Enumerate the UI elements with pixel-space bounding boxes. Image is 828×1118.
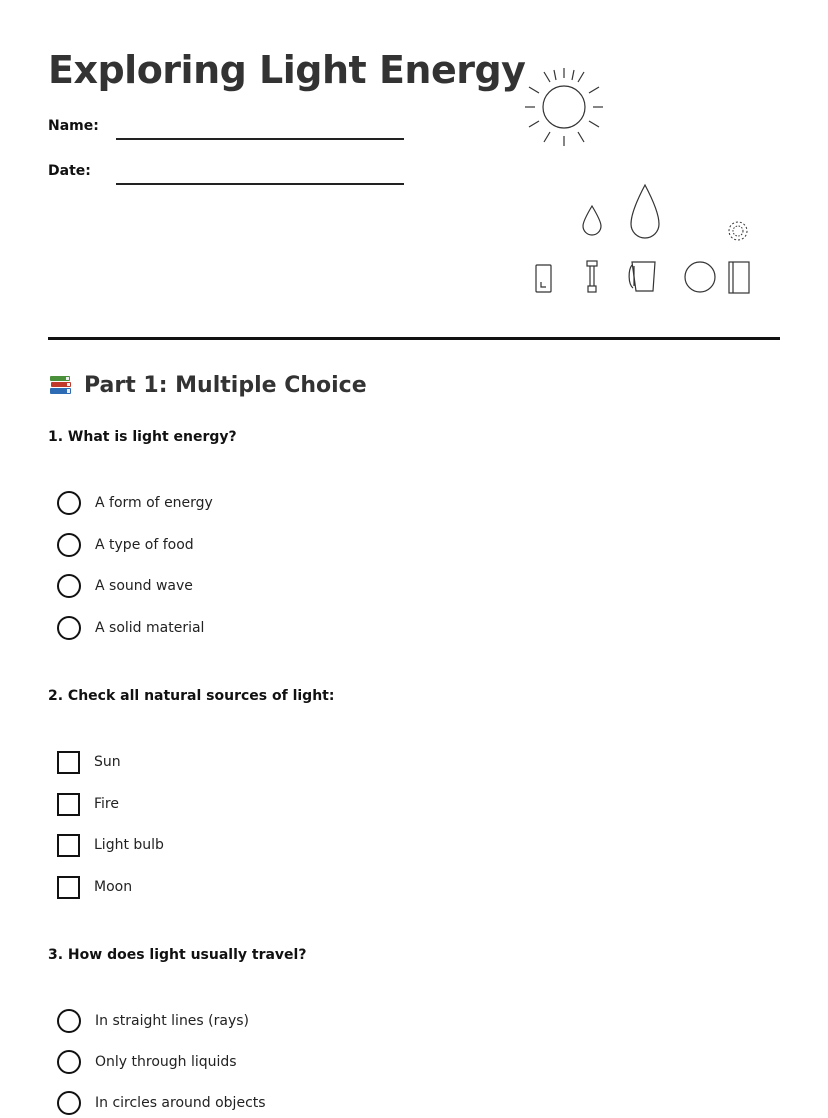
option-label: Fire [94,796,119,812]
option-label: A form of energy [95,495,213,511]
firework-icon [729,222,747,240]
checkbox[interactable] [57,876,80,899]
radio-button[interactable] [57,574,81,598]
flashlight-icon [587,261,597,292]
q1-option-1[interactable] [57,491,213,515]
page-title: Exploring Light Energy [48,48,526,92]
q1-option-4[interactable] [57,616,204,640]
q3-option-1[interactable] [57,1009,249,1033]
radio-button[interactable] [57,1091,81,1115]
q3-option-3[interactable] [57,1091,266,1115]
radio-button[interactable] [57,1009,81,1033]
q1-option-3[interactable] [57,574,193,598]
checkbox[interactable] [57,751,80,774]
option-label: In straight lines (rays) [95,1013,250,1029]
question-2: 2. Check all natural sources of light: [48,688,335,704]
light-sources-illustration [520,60,790,310]
q2-option-3[interactable] [57,833,164,857]
name-field[interactable] [116,138,404,140]
q2-option-1[interactable] [57,750,121,774]
option-label: A sound wave [95,578,193,594]
question-1: 1. What is light energy? [48,429,237,445]
date-label: Date: [48,163,91,179]
section-divider [48,337,780,340]
option-label: In circles around objects [95,1095,266,1111]
option-label: Moon [94,879,133,895]
radio-button[interactable] [57,616,81,640]
radio-button[interactable] [57,1050,81,1074]
question-3: 3. How does light usually travel? [48,947,307,963]
option-label: Sun [94,754,121,770]
water-drop-icon [583,206,601,235]
phone-icon [536,265,551,292]
q2-option-2[interactable] [57,792,119,816]
option-label: Only through liquids [95,1054,237,1070]
option-label: A type of food [95,537,194,553]
moon-circle-icon [685,262,715,292]
part1-heading [48,372,367,398]
q1-option-2[interactable] [57,533,194,557]
q3-option-2[interactable] [57,1050,237,1074]
sun-icon [525,68,603,146]
name-label: Name: [48,118,99,134]
checkbox[interactable] [57,834,80,857]
radio-button[interactable] [57,491,81,515]
q2-option-4[interactable] [57,875,132,899]
books-icon [48,372,74,398]
checkbox[interactable] [57,793,80,816]
option-label: Light bulb [94,837,164,853]
mirror-icon [729,262,749,293]
date-field[interactable] [116,183,404,185]
candle-flame-icon [631,185,659,238]
part1-title: Part 1: Multiple Choice [84,372,367,398]
mug-icon [629,262,655,291]
option-label: A solid material [95,620,205,636]
radio-button[interactable] [57,533,81,557]
